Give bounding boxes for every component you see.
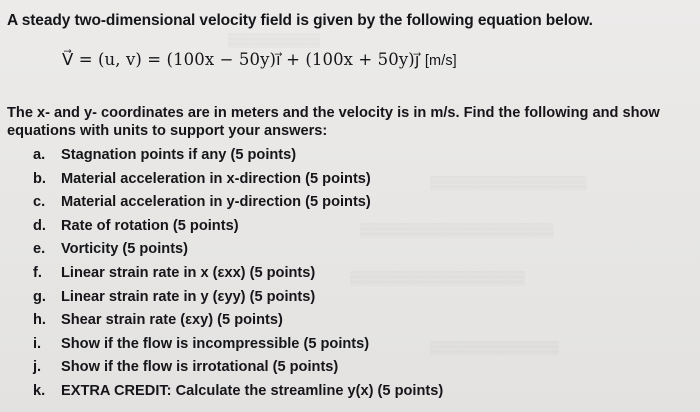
list-item-marker: g.: [33, 288, 46, 305]
list-item-text: Rate of rotation (5 points): [61, 217, 239, 234]
list-item-text: Shear strain rate (εxy) (5 points): [61, 312, 283, 329]
problem-description: The x- and y- coordinates are in meters and the velocity is in m/s. Find the following and show equations with units to support your answers:: [7, 105, 660, 139]
velocity-equation: [62, 50, 457, 69]
list-item-text: Material acceleration in y-direction (5 points): [61, 194, 371, 211]
list-item-text: Linear strain rate in x (εxx) (5 points): [61, 264, 316, 281]
list-item-marker: h.: [33, 312, 46, 329]
list-item-text: Show if the flow is incompressible (5 points): [61, 335, 370, 352]
list-item-marker: c.: [33, 194, 46, 211]
list-item-marker: d.: [33, 217, 46, 234]
list-item-text: Linear strain rate in y (εyy) (5 points): [61, 288, 316, 305]
list-item-marker: j.: [33, 359, 42, 376]
list-item-marker: i.: [33, 335, 42, 352]
list-item-text: Stagnation points if any (5 points): [61, 147, 297, 163]
velocity-equation-expression: V⃗ = (u, v) = (100x − 50y)ı⃗ + (100x + 50y)ȷ⃗: [62, 50, 420, 69]
bleed-through-texture: ▒▒▒▒▒▒▒▒▒▒: [228, 32, 321, 47]
list-item-text: Vorticity (5 points): [61, 241, 189, 258]
bleed-through-texture: ▒▒▒▒▒▒▒▒▒▒▒▒▒▒▒▒▒▒▒: [350, 270, 525, 285]
list-item-marker: k.: [33, 382, 46, 399]
list-item-marker: e.: [33, 241, 46, 258]
list-item-marker: b.: [33, 170, 46, 187]
list-item-text: EXTRA CREDIT: Calculate the streamline y(x) (5 points): [61, 382, 444, 399]
list-item-text: Material acceleration in x-direction (5 points): [61, 170, 371, 187]
list-item-marker: f.: [33, 264, 42, 281]
list-item-marker: a.: [33, 147, 46, 163]
bleed-through-texture: ▒▒▒▒▒▒▒▒▒▒▒▒▒▒▒▒▒▒▒▒▒: [360, 222, 554, 237]
bleed-through-texture: ▒▒▒▒▒▒▒▒▒▒▒▒▒▒▒▒▒: [430, 175, 587, 190]
velocity-equation-units: [m/s]: [424, 53, 457, 69]
list-item-text: Show if the flow is irrotational (5 points): [61, 359, 339, 376]
bleed-through-texture: ▒▒▒▒▒▒▒▒▒▒▒▒▒▒: [430, 340, 559, 355]
problem-intro: A steady two-dimensional velocity field is given by the following equation below.: [7, 12, 593, 29]
